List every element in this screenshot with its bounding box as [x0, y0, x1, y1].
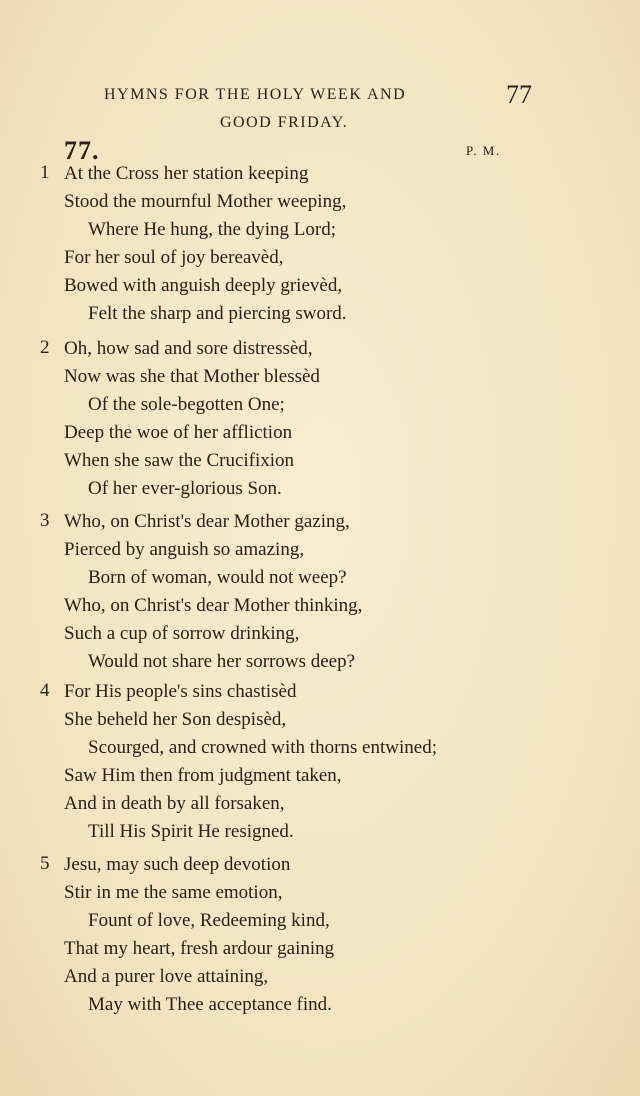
stanza-number: 2 [40, 337, 50, 358]
verse-line: She beheld her Son despisèd, [64, 709, 287, 730]
verse-line: Now was she that Mother blessèd [64, 366, 320, 387]
verse-line: Felt the sharp and piercing sword. [88, 303, 347, 324]
verse-line: And in death by all forsaken, [64, 793, 285, 814]
hymn-meter: P. M. [466, 143, 501, 158]
verse-line: Pierced by anguish so amazing, [64, 539, 305, 560]
verse-line: Where He hung, the dying Lord; [88, 219, 336, 240]
verse-line: Scourged, and crowned with thorns entwined; [88, 737, 437, 758]
hymn-number: 77. [64, 136, 100, 165]
verse-line: Oh, how sad and sore distressèd, [64, 338, 313, 359]
stanza-number: 1 [40, 162, 50, 183]
verse-line: For His people's sins chastisèd [64, 681, 297, 702]
verse-line: Deep the woe of her affliction [64, 422, 293, 443]
verse-line: May with Thee acceptance find. [88, 994, 332, 1015]
stanza-number: 3 [40, 510, 50, 531]
verse-line: Of the sole-begotten One; [88, 394, 285, 415]
verse-line: Who, on Christ's dear Mother gazing, [64, 511, 350, 532]
verse-line: That my heart, fresh ardour gaining [64, 938, 335, 959]
stanza-number: 4 [40, 680, 50, 701]
verse-line: Of her ever-glorious Son. [88, 478, 282, 499]
verse-line: For her soul of joy bereavèd, [64, 247, 284, 268]
running-title-line-2: GOOD FRIDAY. [220, 114, 349, 131]
verse-line: Fount of love, Redeeming kind, [88, 910, 330, 931]
verse-line: Stir in me the same emotion, [64, 882, 283, 903]
verse-line: Stood the mournful Mother weeping, [64, 191, 347, 212]
verse-line: Saw Him then from judgment taken, [64, 765, 342, 786]
verse-line: Such a cup of sorrow drinking, [64, 623, 300, 644]
verse-line: Who, on Christ's dear Mother thinking, [64, 595, 363, 616]
verse-line: Till His Spirit He resigned. [88, 821, 294, 842]
verse-line: Would not share her sorrows deep? [88, 651, 356, 672]
verse-line: When she saw the Crucifixion [64, 450, 295, 471]
stanza-number: 5 [40, 853, 50, 874]
verse-line: Born of woman, would not weep? [88, 567, 347, 588]
verse-line: And a purer love attaining, [64, 966, 269, 987]
verse-line: Bowed with anguish deeply grievèd, [64, 275, 343, 296]
verse-line: Jesu, may such deep devotion [64, 854, 291, 875]
running-title-line-1: HYMNS FOR THE HOLY WEEK AND [104, 86, 407, 103]
page-number: 77 [506, 80, 532, 109]
verse-line: At the Cross her station keeping [64, 163, 309, 184]
